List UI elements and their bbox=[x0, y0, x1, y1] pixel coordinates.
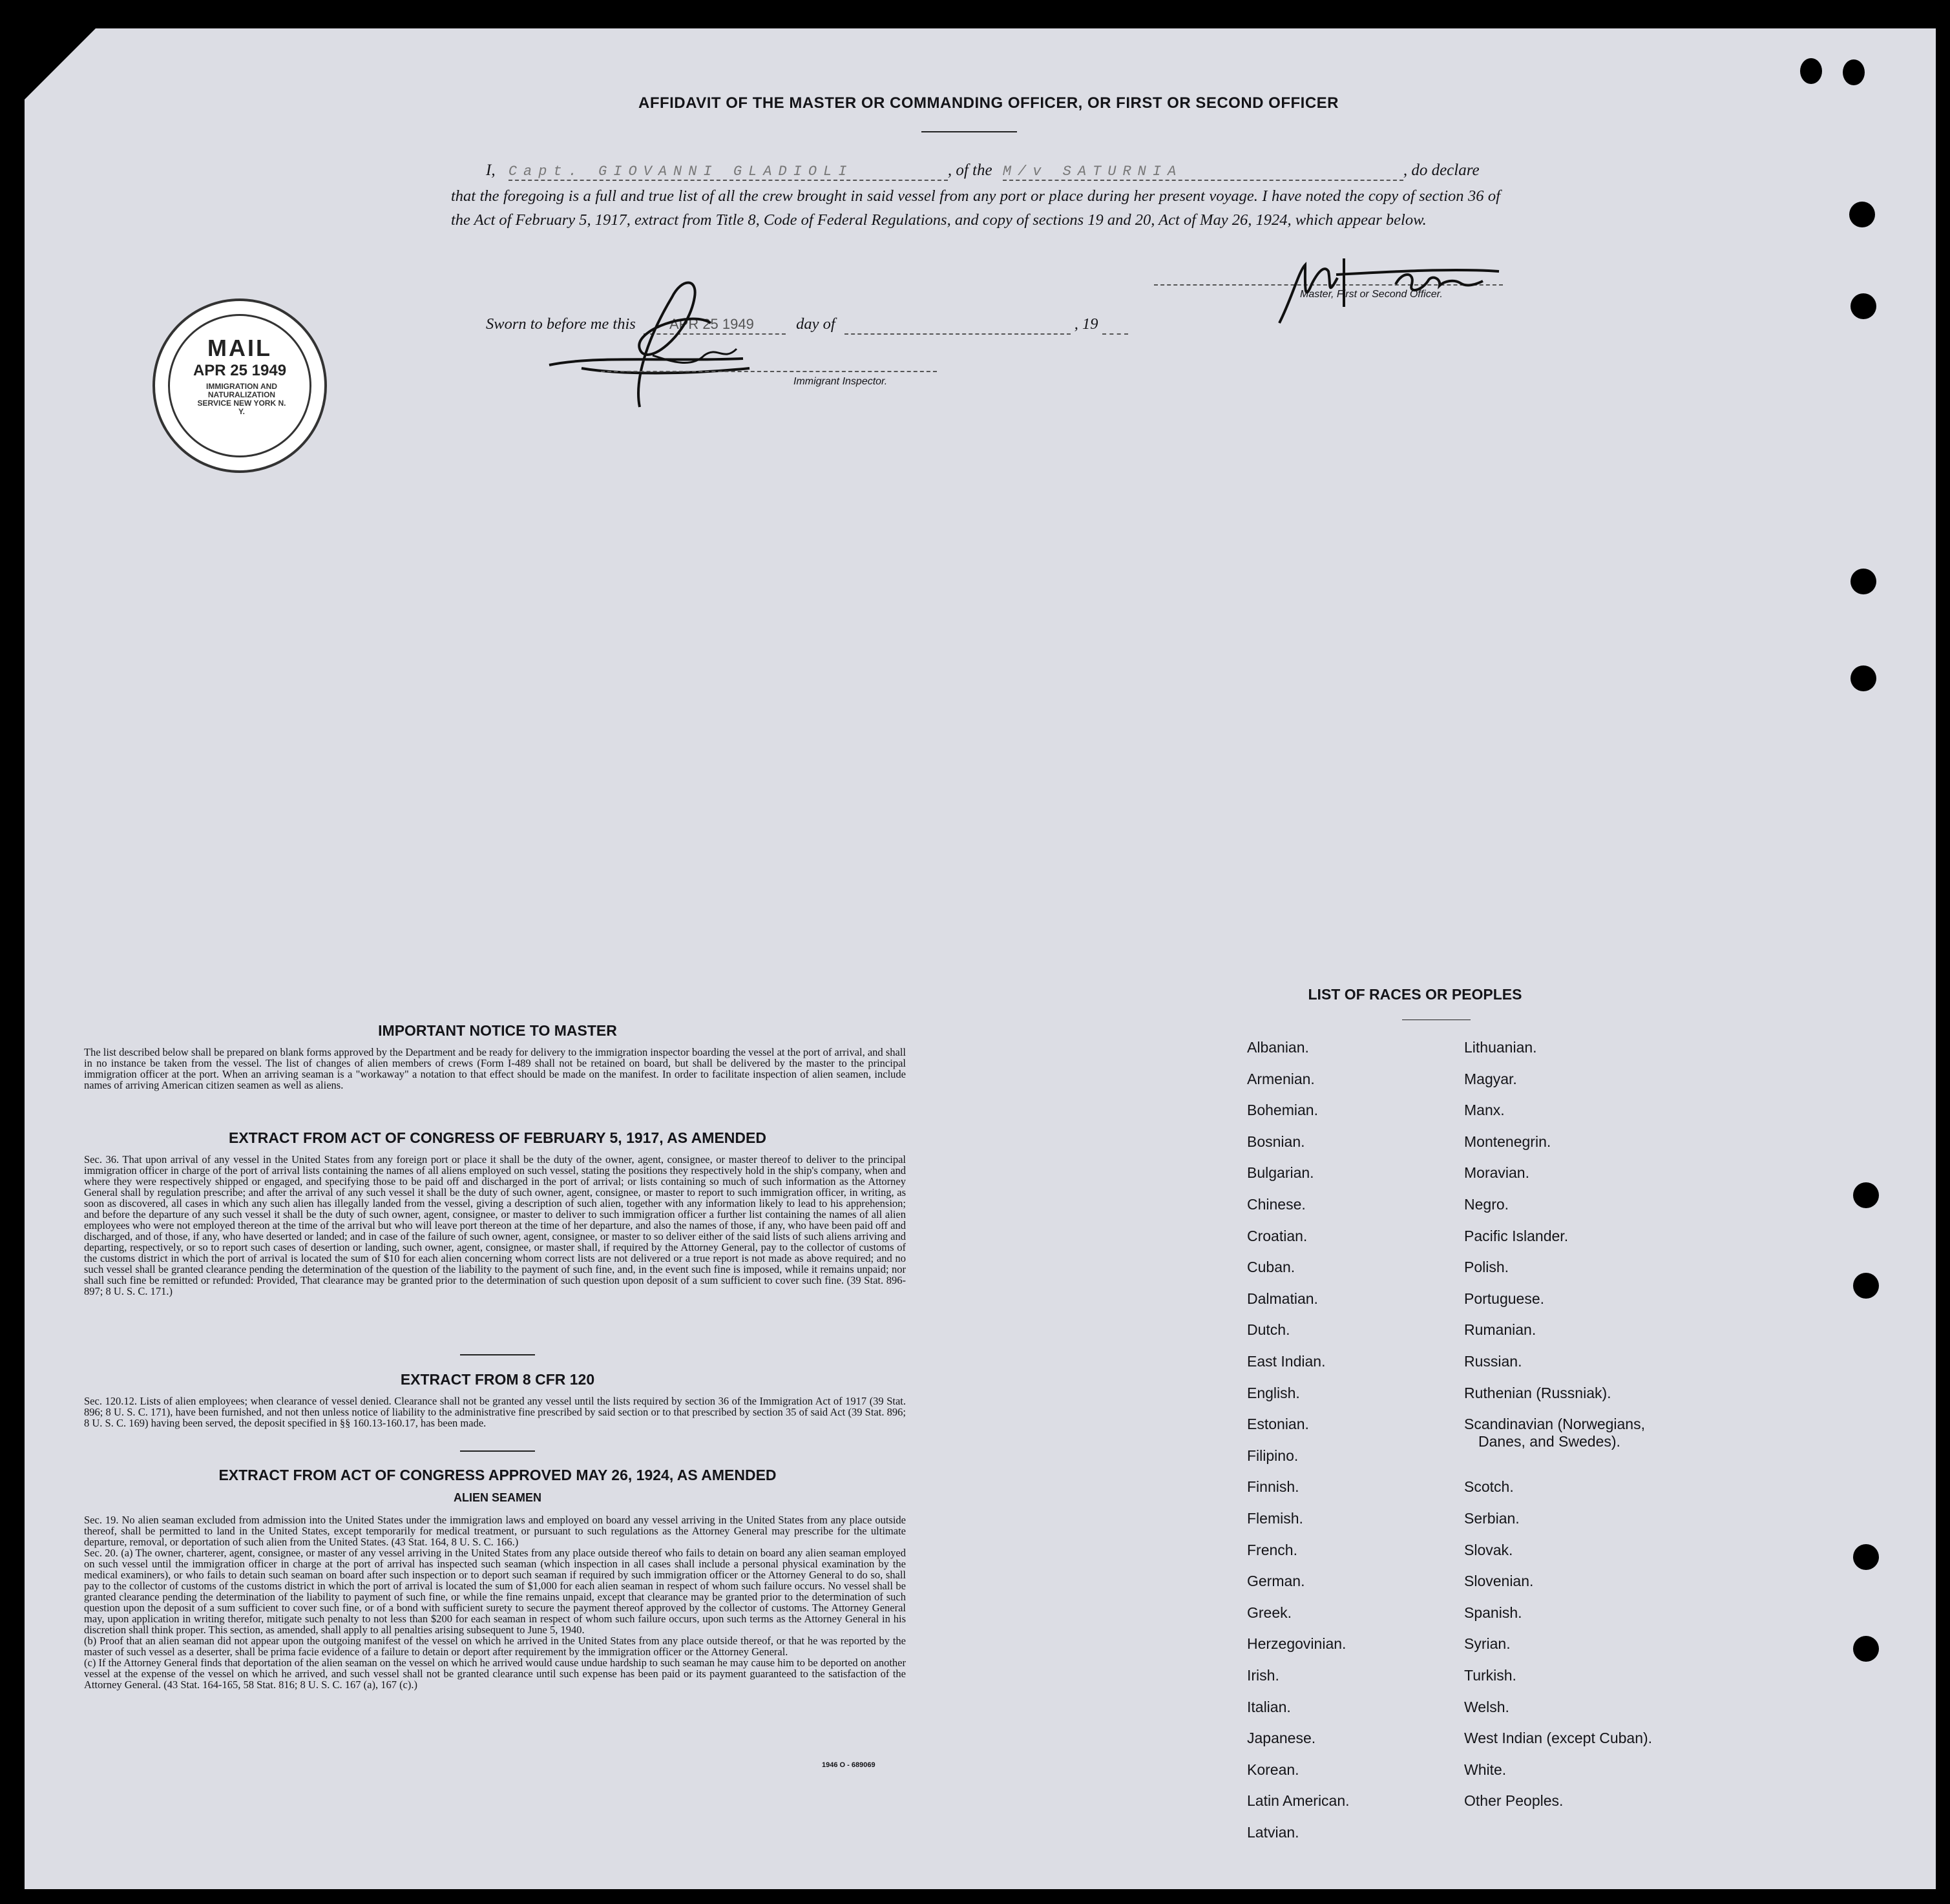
affidavit-title: AFFIDAVIT OF THE MASTER OR COMMANDING OFFICER, OR FIRST OR SECOND OFFICER bbox=[638, 94, 1339, 112]
race-item: West Indian (except Cuban). bbox=[1464, 1730, 1653, 1747]
race-item: Latvian. bbox=[1247, 1824, 1299, 1841]
inspector-signature-line bbox=[601, 371, 937, 372]
section-rule bbox=[460, 1450, 535, 1452]
race-item: Russian. bbox=[1464, 1353, 1522, 1370]
punch-hole bbox=[1850, 293, 1876, 319]
races-heading: LIST OF RACES OR PEOPLES bbox=[1308, 986, 1522, 1003]
stamp-date: APR 25 1949 bbox=[669, 316, 754, 332]
race-item: Chinese. bbox=[1247, 1196, 1306, 1213]
race-item: Bohemian. bbox=[1247, 1102, 1318, 1119]
race-item: Ruthenian (Russniak). bbox=[1464, 1384, 1611, 1401]
punch-hole bbox=[1853, 1544, 1879, 1570]
race-item: German. bbox=[1247, 1573, 1305, 1590]
race-item: Rumanian. bbox=[1464, 1321, 1536, 1339]
race-item: Latin American. bbox=[1247, 1792, 1350, 1810]
race-item: Serbian. bbox=[1464, 1510, 1520, 1527]
punch-hole bbox=[1843, 59, 1865, 85]
race-item: Italian. bbox=[1247, 1698, 1291, 1715]
month-field bbox=[844, 315, 1071, 335]
mail-stamp bbox=[152, 298, 327, 473]
race-item: Albanian. bbox=[1247, 1039, 1309, 1056]
vessel-name-field: M/v SATURNIA bbox=[1003, 163, 1403, 181]
extract-1917-heading: EXTRACT FROM ACT OF CONGRESS OF FEBRUARY 5, 1917, AS AMENDED bbox=[229, 1129, 766, 1146]
race-item: Bosnian. bbox=[1247, 1133, 1305, 1150]
race-item: East Indian. bbox=[1247, 1353, 1326, 1370]
race-item: Greek. bbox=[1247, 1604, 1292, 1621]
do-declare-label: , do declare bbox=[1403, 162, 1480, 179]
race-item: Flemish. bbox=[1247, 1510, 1303, 1527]
race-item: Japanese. bbox=[1247, 1730, 1316, 1747]
inspector-signature bbox=[543, 271, 762, 420]
master-name-field: Capt. GIOVANNI GLADIOLI bbox=[508, 163, 948, 181]
race-item: Bulgarian. bbox=[1247, 1164, 1314, 1182]
race-item: Herzegovinian. bbox=[1247, 1635, 1347, 1653]
declaration-body: that the foregoing is a full and true list of all the crew brought in said vessel from any port or place during her present voyage. I have noted the copy of section 36 of the Act of February 5, 1917, extract from Title 8, Code of Federal Regulations, and copy of sections 19 and 20, Act of May 26, 1924, which appear below. bbox=[451, 187, 1500, 229]
stamp-date-text: APR 25 1949 bbox=[193, 362, 287, 379]
race-item: Welsh. bbox=[1464, 1698, 1509, 1715]
race-item: Scandinavian (Norwegians, bbox=[1464, 1416, 1645, 1433]
race-item: Dalmatian. bbox=[1247, 1290, 1318, 1307]
race-item: Danes, and Swedes). bbox=[1478, 1432, 1620, 1450]
race-item: Manx. bbox=[1464, 1102, 1505, 1119]
declaration-line-1 bbox=[486, 162, 1500, 181]
race-item: Pacific Islander. bbox=[1464, 1227, 1569, 1244]
race-item: Scotch. bbox=[1464, 1478, 1514, 1496]
day-of-label: day of bbox=[796, 315, 835, 333]
extract-1917-body: Sec. 36. That upon arrival of any vessel in the United States from any foreign port or place it shall be the duty of the owner, agent, consignee, or master thereof to deliver to the principal immigration officer in charge of the port of arrival lists containing the names of all aliens employed on such vessel, stating the positions they respectively hold in the ship's company, when and where they were respectively shipped or engaged, and specifying those to be paid off and discharged in the port of arrival; or lists containing so much of such information as the Attorney General shall by regulation prescribe; and after the arrival of any such vessel it shall be the duty of such owner, agent, consignee, or master to report to such immigration officer, in writing, as soon as discovered, all cases in which any such alien has illegally landed from the vessel, giving a description of such alien, together with any information likely to lead to his apprehension; and before the departure of any such vessel it shall be the duty of such owner, agent, consignee, or master to deliver to such immigration officer a further list containing the names of all alien employees who were not employed thereon at the time of the arrival but who will leave port thereon at the time of her departure, and also the names of those, if any, who have been paid off and discharged, and of those, if any, who have deserted or landed; and in case of the failure of such owner, agent, consignee, or master to so deliver either of the said lists of such aliens arriving and departing, respectively, or so to report such cases of desertion or landing, such owner, agent, consignee, or master shall, if required by the Attorney General, pay to the collector of customs of the customs district in which the port of arrival is located the sum of $10 for each alien concerning whom correct lists are not delivered or a true report is not made as above required; and no such vessel shall be granted clearance pending the determination of the question of the liability to the payment of such fine, and, in the event such fine is imposed, while it remains unpaid; nor shall such fine be remitted or refunded: Provided, That clearance may be granted prior to the determination of such question upon deposit of a sum sufficient to cover such fine. (39 Stat. 896-897; 8 U. S. C. 171.) bbox=[84, 1153, 906, 1297]
master-signature bbox=[1266, 246, 1512, 330]
stamp-mail-text: MAIL bbox=[207, 335, 272, 361]
race-item: Slovenian. bbox=[1464, 1573, 1534, 1590]
race-item: Polish. bbox=[1464, 1259, 1509, 1276]
race-item: Finnish. bbox=[1247, 1478, 1299, 1496]
race-item: Magyar. bbox=[1464, 1070, 1517, 1087]
punch-hole bbox=[1800, 58, 1822, 84]
race-item: Other Peoples. bbox=[1464, 1792, 1564, 1810]
race-item: Cuban. bbox=[1247, 1259, 1295, 1276]
race-item: Montenegrin. bbox=[1464, 1133, 1551, 1150]
section-rule bbox=[460, 1354, 535, 1355]
punch-hole bbox=[1850, 665, 1876, 691]
race-item: Dutch. bbox=[1247, 1321, 1290, 1339]
race-item: French. bbox=[1247, 1541, 1297, 1558]
inspector-caption: Immigrant Inspector. bbox=[793, 376, 888, 387]
race-item: Filipino. bbox=[1247, 1447, 1299, 1464]
master-signature-caption: Master, First or Second Officer. bbox=[1300, 289, 1443, 300]
alien-seamen-subheading: ALIEN SEAMEN bbox=[453, 1491, 541, 1504]
race-item: Armenian. bbox=[1247, 1070, 1315, 1087]
race-item: Spanish. bbox=[1464, 1604, 1522, 1621]
extract-cfr-heading: EXTRACT FROM 8 CFR 120 bbox=[400, 1371, 595, 1388]
year-prefix: , 19 bbox=[1074, 315, 1098, 333]
stamp-office-text: IMMIGRATION AND NATURALIZATION SERVICE NEW YORK N. Y. bbox=[197, 382, 286, 416]
declaration-i: I, bbox=[486, 162, 496, 179]
punch-hole bbox=[1850, 569, 1876, 594]
notice-body: The list described below shall be prepared on blank forms approved by the Department and be ready for delivery to the immigration inspector boarding the vessel at the port of arrival, and shall in no instance be taken from the vessel. The list of changes of alien members of crews (Form I-489 shall not be retained on board, but shall be delivered by the master to the principal immigration officer at the port. When an arriving seaman is a "workaway" a notation to that effect should be made on the manifest. In order to facilitate inspection of alien seamen, include names of arriving American citizen seamen as well as aliens. bbox=[84, 1046, 906, 1091]
punch-hole bbox=[1849, 202, 1875, 227]
year-field bbox=[1102, 315, 1128, 335]
sworn-label: Sworn to before me this bbox=[486, 315, 636, 333]
punch-hole bbox=[1853, 1636, 1879, 1662]
race-item: Moravian. bbox=[1464, 1164, 1529, 1182]
race-item: Negro. bbox=[1464, 1196, 1509, 1213]
punch-hole bbox=[1853, 1182, 1879, 1208]
race-item: Portuguese. bbox=[1464, 1290, 1545, 1307]
title-rule bbox=[921, 131, 1017, 132]
race-item: Slovak. bbox=[1464, 1541, 1513, 1558]
race-item: Lithuanian. bbox=[1464, 1039, 1537, 1056]
race-item: Estonian. bbox=[1247, 1416, 1309, 1433]
extract-cfr-body: Sec. 120.12. Lists of alien employees; when clearance of vessel denied. Clearance shall not be granted any vessel until the lists required by section 36 of the Immigration Act of 1917 (39 Stat. 896; 8 U. S. C. 171), have been furnished, and not then unless notice of liability to the administrative fine prescribed by said section or to that prescribed by section 35 of said Act (39 Stat. 896; 8 U. S. C. 169) having been served, the deposit specified in §§ 160.13-160.17, has been made. bbox=[84, 1395, 906, 1429]
race-item: Turkish. bbox=[1464, 1667, 1516, 1684]
race-item: Croatian. bbox=[1247, 1227, 1308, 1244]
race-item: Korean. bbox=[1247, 1761, 1299, 1778]
of-the-label: , of the bbox=[947, 162, 992, 179]
extract-1924-heading: EXTRACT FROM ACT OF CONGRESS APPROVED MAY 26, 1924, AS AMENDED bbox=[218, 1467, 777, 1483]
race-item: English. bbox=[1247, 1384, 1300, 1401]
race-item: White. bbox=[1464, 1761, 1507, 1778]
form-number: 1946 O - 689069 bbox=[822, 1761, 875, 1769]
race-item: Irish. bbox=[1247, 1667, 1279, 1684]
punch-hole bbox=[1853, 1273, 1879, 1299]
extract-1924-body: Sec. 19. No alien seaman excluded from admission into the United States under the immigration laws and employed on board any vessel arriving in the United States from any place outside thereof, shall be permitted to land in the United States, except temporarily for medical treatment, or pursuant to such regulations as the Attorney General may prescribe for the ultimate departure, removal, or deportation of such alien from the United States. (43 Stat. 164, 8 U. S. C. 166.) Sec. 20. (a) The owner, charterer, agent, consignee, or master of any vessel arriving in the United States from any place outside thereof who fails to detain on board any alien seaman employed on such vessel until the immigration officer in charge at the port of arrival has inspected such seaman (which inspection in all cases shall include a personal physical examination by the medical examiners), or who fails to detain such seaman on board after such inspection or to deport such seaman if required by such immigration officer or the Attorney General to do so, shall pay to the collector of customs of the customs district in which the port of arrival is located the sum of $1,000 for each alien seaman in respect of whom such failure occurs. No vessel shall be granted clearance pending the determination of the liability to payment of such fine, or while the fine remains unpaid, except that clearance may be granted prior to the determination of such question upon the deposit of a sum sufficient to cover such fine, or of a bond with sufficient surety to secure the payment thereof approved by the collector of customs. The Attorney General may, upon application in writing therefor, mitigate such penalty to not less than $200 for each seaman in respect of whom such failure occurs, upon such terms as the Attorney General in his discretion shall think proper. This section, as amended, shall apply to all penalties arising subsequent to June 5, 1940. (b) Proof that an alien seaman did not appear upon the outgoing manifest of the vessel on which he arrived in the United States from any place outside thereof, or that he was reported by the master of such vessel as a deserter, shall be prima facie evidence of a failure to detain or deport after requirement by the immigration officer or the Attorney General. (c) If the Attorney General finds that deportation of the alien seaman on the vessel on which he arrived would cause undue hardship to such seaman he may cause him to be deported on another vessel at the expense of the vessel on which he arrived, and such vessel shall not be granted clearance until such expense has been paid or its payment guaranteed to the satisfaction of the Attorney General. (43 Stat. 164-165, 58 Stat. 816; 8 U. S. C. 167 (a), 167 (c).) bbox=[84, 1514, 906, 1691]
race-item: Syrian. bbox=[1464, 1635, 1511, 1653]
notice-heading: IMPORTANT NOTICE TO MASTER bbox=[378, 1022, 617, 1039]
